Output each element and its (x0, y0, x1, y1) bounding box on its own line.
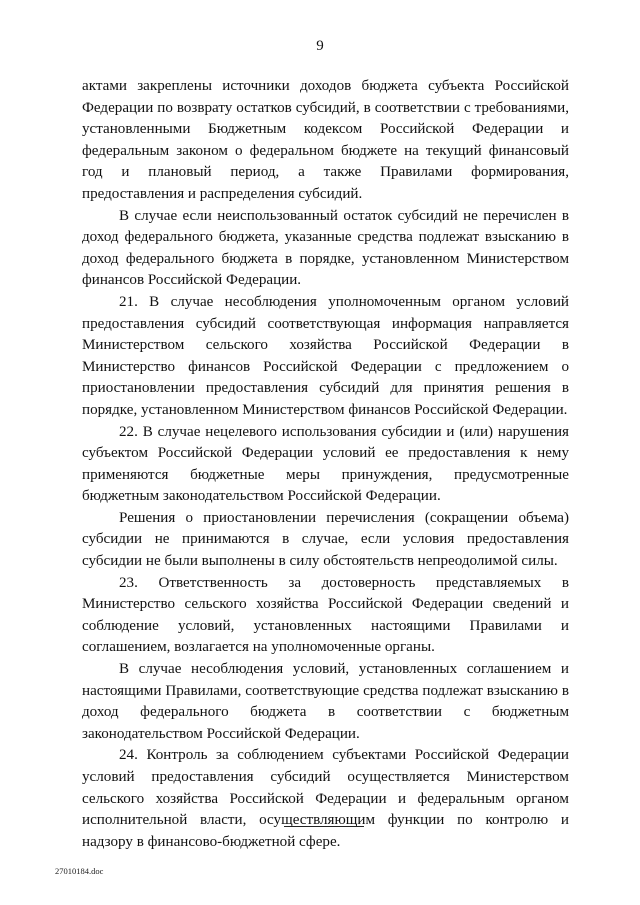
paragraph-continuation: актами закреплены источники доходов бюджета субъекта Российской Федерации по возврату остатков субсидий, в соответствии с требованиями, установленными Бюджетным кодексом Российской Федерации и федеральным законом о федеральном бюджете на текущий финансовый год и плановый период, а также Правилами формирования, предоставления и распределения субсидий. (82, 78, 569, 202)
paragraph-item-24: 24. Контроль за соблюдением субъектами Российской Федерации условий предоставления субсидий осуществляется Министерством сельского хозяйства Российской Федерации и федеральным органом исполнительной власти, осуществляющим функции по контролю и надзору в финансово-бюджетной сфере. (82, 747, 569, 850)
paragraph-item-23: 23. Ответственность за достоверность представляемых в Министерство сельского хозяйства Российской Федерации сведений и соблюдение условий, установленных настоящими Правилами и соглашением, возлагается на уполномоченные органы. (82, 574, 569, 656)
end-of-text-rule (284, 826, 364, 827)
paragraph-unremitted-balance: В случае если неиспользованный остаток субсидий не перечислен в доход федерального бюджета, указанные средства подлежат взысканию в доход федерального бюджета в порядке, установленном Министерством финансов Российской Федерации. (82, 207, 569, 289)
paragraph-suspension-decisions: Решения о приостановлении перечисления (сокращении объема) субсидии не принимаются в случае, если условия предоставления субсидии не были выполнены в силу обстоятельств непреодолимой силы. (82, 509, 569, 570)
document-body (82, 76, 569, 853)
footer-filename: 27010184.doc (55, 866, 104, 876)
paragraph-noncompliance-recovery: В случае несоблюдения условий, установленных соглашением и настоящими Правилами, соответствующие средства подлежат взысканию в доход федерального бюджета в соответствии с бюджетным законодательством Российской Федерации. (82, 661, 569, 742)
paragraph-item-22: 22. В случае нецелевого использования субсидии и (или) нарушения субъектом Российской Федерации условий ее предоставления к нему применяются бюджетные меры принуждения, предусмотренные бюджетным законодательством Российской Федерации. (82, 423, 569, 505)
page-number: 9 (316, 38, 324, 54)
paragraph-item-21: 21. В случае несоблюдения уполномоченным органом условий предоставления субсидий соответствующая информация направляется Министерством сельского хозяйства Российской Федерации в Министерство финансов Российской Федерации с предложением о приостановлении предоставления субсидий для принятия решения в порядке, установленном Министерством финансов Российской Федерации. (82, 293, 569, 418)
